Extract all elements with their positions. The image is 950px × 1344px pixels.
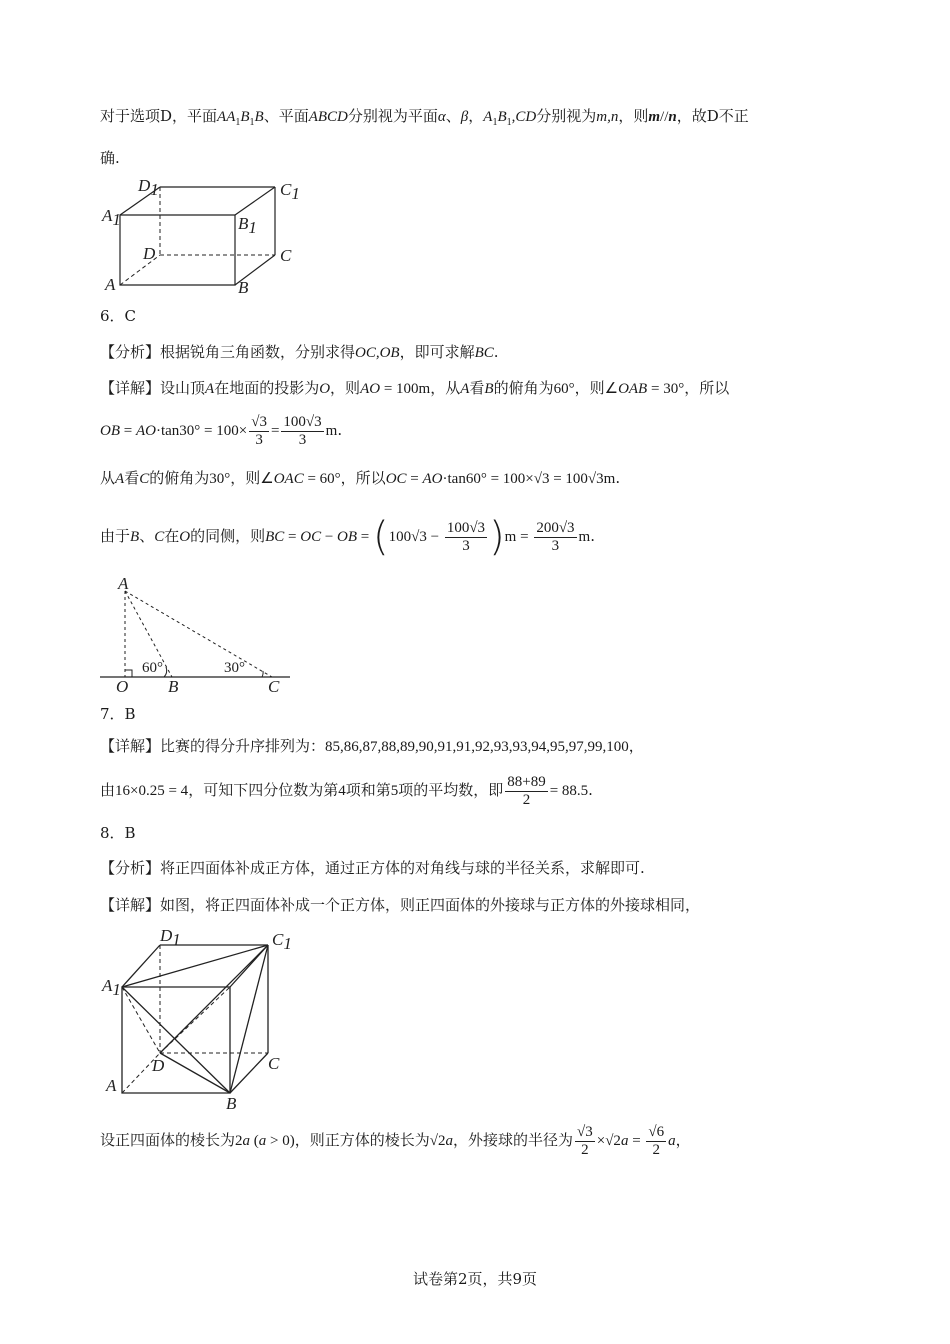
q6-analysis: 【分析】根据锐角三角函数，分别求得OC,OB，即可求解BC. [100,343,499,361]
svg-text:A: A [106,1076,117,1095]
text-line-option-d: 对于选项D，平面$AA_1B_1B$、平面ABCD分别视为平面α、β，$A_1B_1,CD$分别视为m,n，则m//n，故D不正 [100,107,749,128]
svg-text:30°: 30° [224,660,245,676]
svg-text:A1: A1 [102,976,121,999]
svg-text:D: D [152,1056,165,1075]
svg-text:D1: D1 [160,926,181,949]
svg-text:D: D [143,244,156,263]
svg-text:O: O [116,677,129,696]
q8-analysis: 【分析】将正四面体补成正方体，通过正方体的对角线与球的半径关系，求解即可. [100,859,645,877]
q6-ob-formula: OB = AO·tan30° = 100× $\frac{√3}{3}$ = $\frac{100√3}{3}$ m. [100,413,343,448]
q7-detail: 【详解】比赛的得分升序排列为：85,86,87,88,89,90,91,91,92,93,93,94,95,97,99,100， [100,737,644,755]
q6-bc-formula: 由于B、C在O的同侧，则BC = OC − OB = (100√3 − $\frac{100√3}{3}$ )m = $\frac{200√3}{3}$ m. [100,514,595,560]
q8-detail: 【详解】如图，将正四面体补成一个正方体，则正四面体的外接球与正方体的外接球相同， [100,896,701,914]
svg-text:C: C [280,246,292,265]
svg-text:B: B [238,278,249,297]
question-6-answer: 6．C [100,307,137,325]
q7-calc: 由16×0.25 = 4，可知下四分位数为第4项和第5项的平均数，即 $\frac{88+89}{2}$ = 88.5. [100,773,593,808]
svg-text:C: C [268,677,280,696]
svg-text:B: B [226,1094,237,1113]
cube-tetrahedron-figure [100,925,310,1115]
svg-text:C1: C1 [272,930,292,953]
svg-text:A: A [118,574,129,593]
svg-text:A: A [105,275,116,294]
svg-text:C1: C1 [280,180,300,203]
mountain-angle-figure [100,575,300,695]
svg-text:B: B [168,677,179,696]
svg-text:B1: B1 [238,214,257,237]
q6-detail: 【详解】设山顶A在地面的投影为O，则AO = 100m，从A看B的俯角为60°，则∠OAB = 30°，所以 [100,379,730,397]
svg-text:D1: D1 [138,176,159,199]
question-8-answer: 8．B [100,824,136,842]
rectangular-prism-figure [100,175,310,300]
q8-edge-formula: 设正四面体的棱长为2a (a > 0)，则正方体的棱长为√2a，外接球的半径为 $\frac{√3}{2}$ ×√2a = $\frac{√6}{2}$ a， [100,1123,691,1158]
text-line-option-d-cont: 确. [100,149,120,167]
svg-text:60°: 60° [142,660,163,676]
svg-text:A1: A1 [102,206,121,229]
svg-text:C: C [268,1054,280,1073]
page-footer: 试卷第2页，共9页 [412,1270,538,1288]
q6-oc-formula: 从A看C的俯角为30°，则∠OAC = 60°，所以OC = AO·tan60° = 100×√3 = 100√3m. [100,469,621,487]
question-7-answer: 7．B [100,705,136,723]
